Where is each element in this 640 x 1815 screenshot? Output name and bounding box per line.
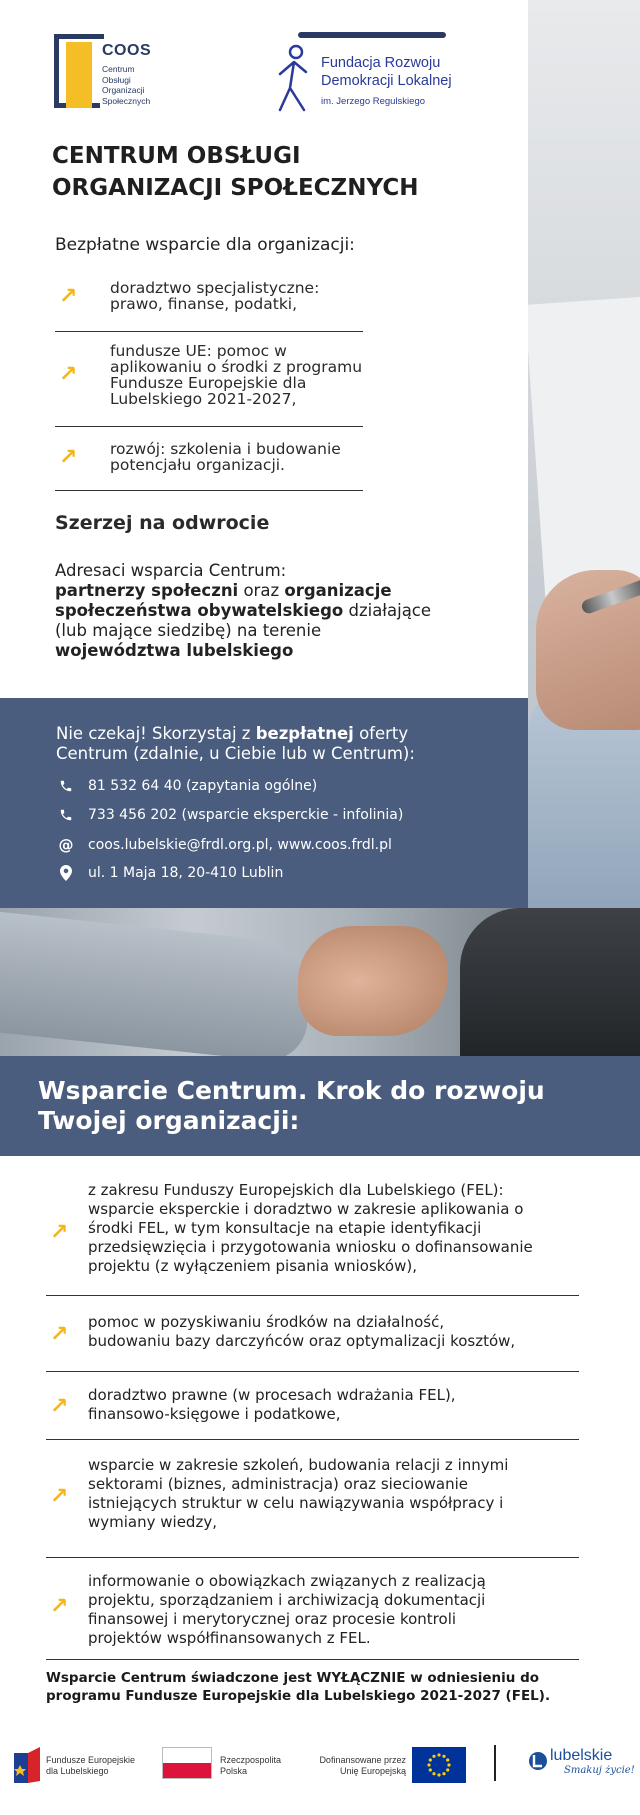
- contact-phone-expert[interactable]: 733 456 202 (wsparcie eksperckie - infolinia): [56, 807, 403, 823]
- arrow-up-right-icon: ↗: [50, 1322, 69, 1347]
- rzeczpospolita-polska-logo: Rzeczpospolita Polska: [162, 1743, 292, 1793]
- intro-text: Bezpłatne wsparcie dla organizacji:: [55, 235, 355, 255]
- fel-exclusive-note: Wsparcie Centrum świadczone jest WYŁĄCZNIE w odniesieniu do programu Fundusze Europejskie dla Lubelskiego 2021-2027 (FEL).: [46, 1670, 551, 1704]
- door-icon: [66, 42, 92, 108]
- eu-cofunded-logo: Dofinansowane przez Unię Europejską: [306, 1743, 466, 1793]
- benefit-item: ↗ fundusze UE: pomoc w aplikowaniu o środki z programu Fundusze Europejskie dla Lubelskiego 2021-2027,: [55, 332, 363, 427]
- arrow-up-right-icon: ↗: [50, 1220, 69, 1245]
- coos-logo: COOS Centrum Obsługi Organizacji Społecznych: [52, 34, 172, 110]
- page-title: CENTRUM OBSŁUGI ORGANIZACJI SPOŁECZNYCH: [52, 143, 419, 201]
- location-pin-icon: [56, 865, 76, 881]
- support-item: ↗ z zakresu Funduszy Europejskich dla Lubelskiego (FEL): wsparcie eksperckie i doradztwo w zakresie aplikowania o środki FEL, w tym konsultacje na etapie identyfikacji przedsięwzięcia i przygotowania wniosku o dofinansowanie projektu (z wyłączeniem pisania wniosków),: [46, 1170, 579, 1296]
- support-item: ↗ wsparcie w zakresie szkoleń, budowania relacji z innymi sektorami (biznes, administracja) oraz sieciowanie istniejących struktur w celu nawiązywania współpracy i wymiany wiedzy,: [46, 1440, 579, 1558]
- contact-heading: Nie czekaj! Skorzystaj z bezpłatnej oferty Centrum (zdalnie, u Ciebie lub w Centrum):: [56, 724, 415, 763]
- recipients-text: Adresaci wsparcia Centrum: partnerzy społeczni oraz organizacje społeczeństwa obywatelskiego działające (lub mające siedzibę) na terenie województwa lubelskiego: [55, 561, 432, 660]
- lubelskie-mark-icon: [528, 1749, 552, 1773]
- lubelskie-logo: lubelskie Smakuj życie!: [528, 1741, 636, 1791]
- phone-icon: [56, 808, 76, 822]
- support-item: ↗ informowanie o obowiązkach związanych z realizacją projektu, sporządzaniem i archiwizacją dokumentacji finansowej i merytorycznej oraz procesie kontroli projektów współfinansowanych z FEL.: [46, 1558, 579, 1660]
- person-figure-icon: [276, 44, 310, 114]
- more-on-back-heading: Szerzej na odwrocie: [55, 512, 270, 534]
- at-icon: @: [58, 836, 74, 854]
- arrow-up-right-icon: ↗: [59, 445, 78, 470]
- footer-logos: [0, 1735, 640, 1805]
- frdl-logo: Fundacja Rozwoju Demokracji Lokalnej im. Jerzego Regulskiego: [276, 30, 476, 114]
- contact-email-web[interactable]: @ coos.lubelskie@frdl.org.pl, www.coos.frdl.pl: [56, 836, 392, 854]
- arrow-up-right-icon: ↗: [50, 1394, 69, 1419]
- writing-hand-photo: [528, 0, 640, 908]
- benefit-item: ↗ doradztwo specjalistyczne: prawo, finanse, podatki,: [55, 272, 363, 332]
- contact-phone-general[interactable]: 81 532 64 40 (zapytania ogólne): [56, 778, 317, 794]
- fundusze-europejskie-logo: Fundusze Europejskie dla Lubelskiego: [14, 1743, 154, 1793]
- phone-icon: [56, 779, 76, 793]
- divider: [494, 1745, 496, 1781]
- handshake-photo: [0, 908, 640, 1056]
- contact-address: ul. 1 Maja 18, 20-410 Lublin: [56, 865, 283, 881]
- contact-panel: [0, 698, 528, 908]
- arrow-up-right-icon: ↗: [59, 362, 78, 387]
- arrow-up-right-icon: ↗: [50, 1484, 69, 1509]
- arrow-up-right-icon: ↗: [50, 1594, 69, 1619]
- support-item: ↗ pomoc w pozyskiwaniu środków na działalność, budowaniu bazy darczyńców oraz optymalizacji kosztów,: [46, 1296, 579, 1372]
- support-title: Wsparcie Centrum. Krok do rozwoju Twojej organizacji:: [38, 1076, 545, 1135]
- benefit-item: ↗ rozwój: szkolenia i budowanie potencjału organizacji.: [55, 427, 363, 491]
- support-item: ↗ doradztwo prawne (w procesach wdrażania FEL), finansowo-księgowe i podatkowe,: [46, 1372, 579, 1440]
- eu-flag-icon: [412, 1747, 466, 1783]
- arrow-up-right-icon: ↗: [59, 284, 78, 309]
- polish-flag-icon: [162, 1747, 212, 1779]
- support-title-band: [0, 1056, 640, 1156]
- fe-star-icon: [14, 1747, 40, 1787]
